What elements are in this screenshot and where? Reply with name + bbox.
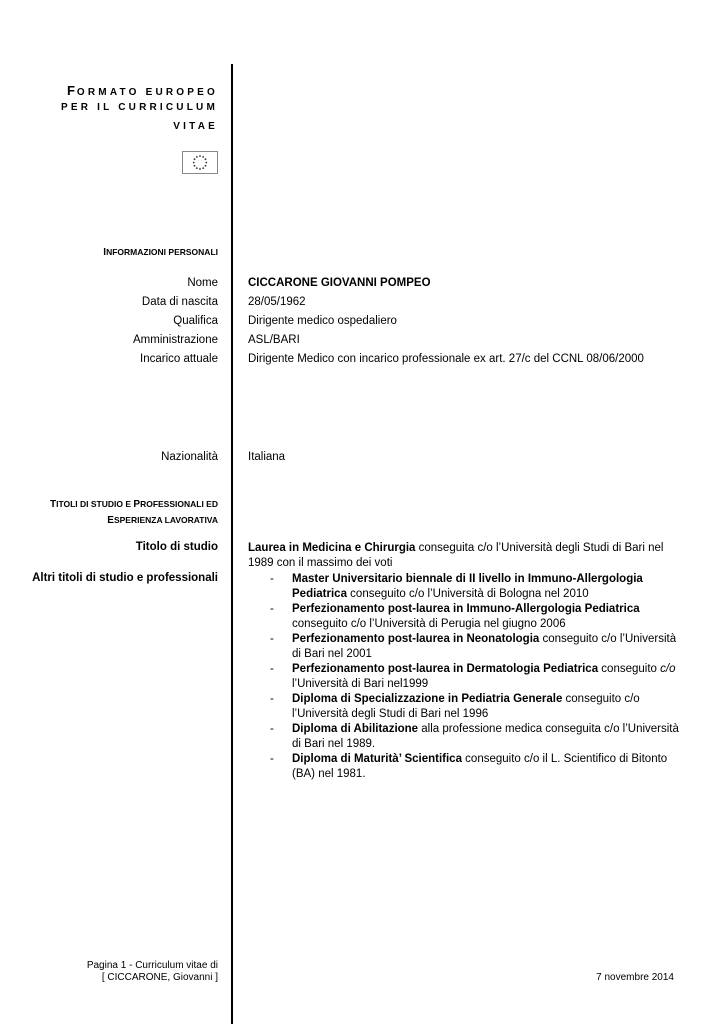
value-incarico: Dirigente Medico con incarico professionale ex art. 27/c del CCNL 08/06/2000: [248, 353, 644, 365]
cv-title-line-1: FORMATO EUROPEO: [66, 83, 218, 98]
footer-line-1: Pagina 1 - Curriculum vitae di: [86, 960, 218, 971]
footer-page-info: [87, 960, 218, 984]
list-item: - Perfezionamento post-laurea in Neonatologia conseguito c/o l’Università di Bari nel 2001: [270, 633, 677, 660]
label-amministrazione: Amministrazione: [133, 334, 218, 346]
footer-line-2: [ CICCARONE, Giovanni ]: [101, 972, 218, 983]
value-data-nascita: 28/05/1962: [248, 296, 306, 308]
label-data-nascita: Data di nascita: [141, 296, 218, 308]
label-qualifica: Qualifica: [173, 315, 218, 327]
value-nome: CICCARONE GIOVANNI POMPEO: [248, 277, 431, 289]
value-titolo-studio: Laurea in Medicina e Chirurgia conseguita c/o l’Università degli Studi di Bari nel 1989 con il massimo dei voti: [248, 542, 664, 569]
list-item: - Perfezionamento post-laurea in Dermatologia Pediatrica conseguito c/o l’Università di Bari nel1999: [270, 663, 676, 690]
list-item: - Diploma di Specializzazione in Pediatria Generale conseguito c/o l’Università degli Studi di Bari nel 1996: [270, 693, 640, 720]
label-incarico: Incarico attuale: [140, 353, 218, 365]
value-qualifica: Dirigente medico ospedaliero: [248, 315, 397, 327]
cv-title-line-2: PER IL CURRICULUM: [61, 102, 218, 113]
section-education-line-2: ESPERIENZA LAVORATIVA: [107, 515, 218, 526]
eu-flag-logo: [182, 151, 218, 174]
label-altri-titoli: Altri titoli di studio e professionali: [32, 572, 218, 584]
label-nazionalita: Nazionalità: [161, 451, 218, 463]
list-item: - Perfezionamento post-laurea in Immuno-Allergologia Pediatrica conseguito c/o l’Università di Perugia nel giugno 2006: [270, 603, 640, 630]
vertical-divider: [231, 64, 233, 1024]
list-item: - Master Universitario biennale di II livello in Immuno-Allergologia Pediatrica conseguito c/o l’Università di Bologna nel 2010: [270, 573, 643, 600]
list-item: - Diploma di Abilitazione alla professione medica conseguita c/o l’Università di Bari nel 1989.: [270, 723, 679, 750]
footer-date: 7 novembre 2014: [596, 972, 674, 983]
cv-title-line-3: VITAE: [173, 121, 218, 132]
section-education-line-1: TITOLI DI STUDIO E PROFESSIONALI ED: [49, 499, 218, 510]
label-nome: Nome: [187, 277, 218, 289]
altri-titoli-list: [248, 572, 680, 782]
value-amministrazione: ASL/BARI: [248, 334, 300, 346]
section-personal-info: INFORMAZIONI PERSONALI: [103, 247, 218, 258]
value-nazionalita: Italiana: [248, 451, 286, 463]
list-item: - Diploma di Maturità’ Scientifica conseguito c/o il L. Scientifico di Bitonto (BA) nel 1981.: [270, 753, 668, 780]
label-titolo-studio: Titolo di studio: [135, 541, 218, 553]
